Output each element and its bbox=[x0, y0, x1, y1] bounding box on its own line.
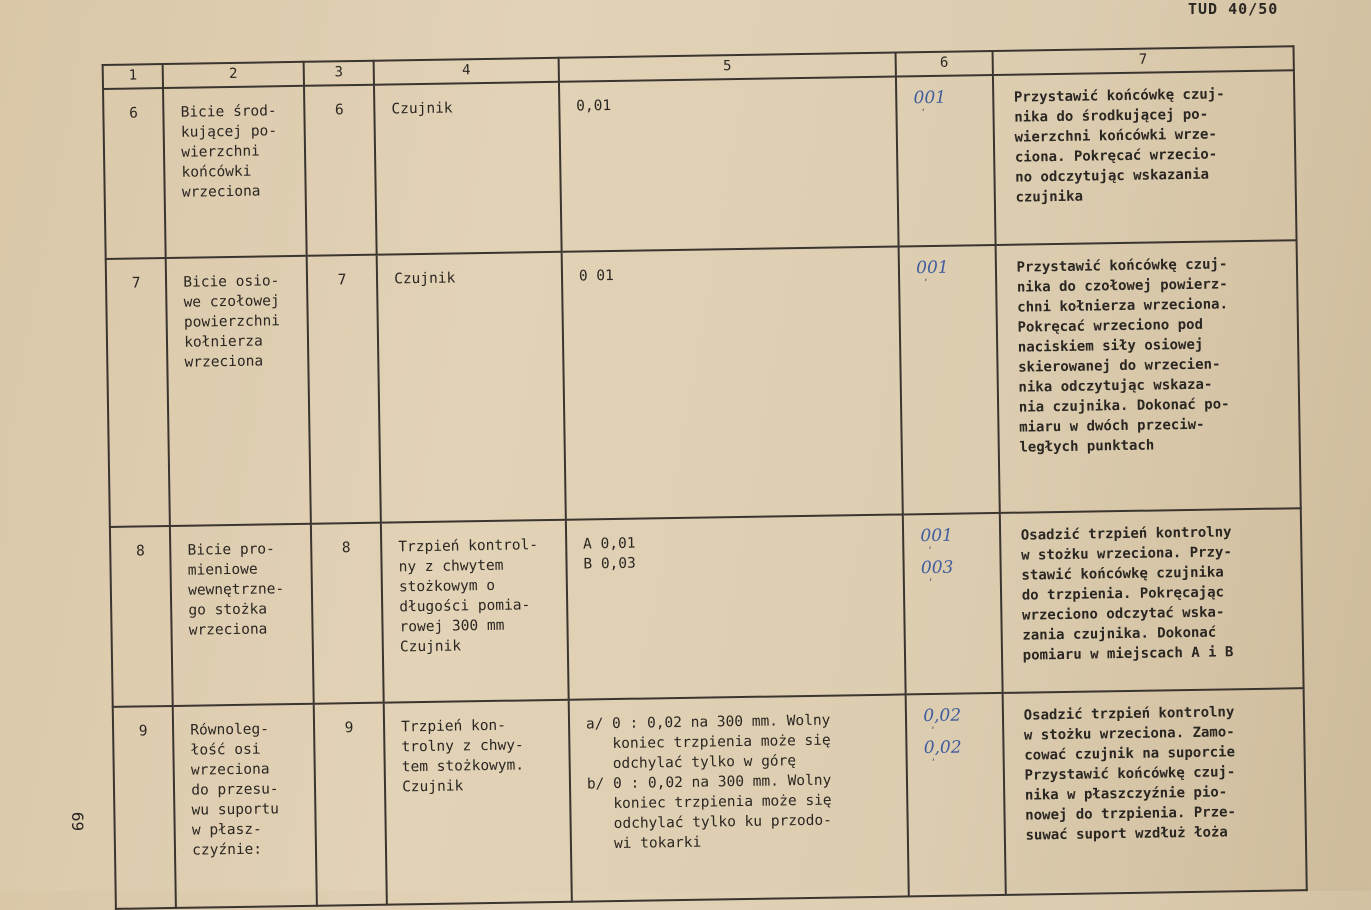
check-description-line: końcówki bbox=[181, 163, 252, 181]
measured-value bbox=[903, 513, 1002, 694]
check-description-line: wierzchni bbox=[181, 143, 260, 161]
procedure-instructions bbox=[1002, 688, 1306, 895]
procedure-instructions-line: Przystawić końcówkę czuj- bbox=[1016, 256, 1228, 276]
procedure-instructions-line: skierowanej do wrzecien- bbox=[1018, 356, 1221, 376]
measured-value bbox=[899, 245, 1000, 514]
figure-number: 8 bbox=[311, 523, 384, 704]
figure-number: 7 bbox=[306, 255, 380, 524]
procedure-instructions-line: ległych punktach bbox=[1019, 437, 1155, 456]
measured-value-line: 0,02 bbox=[923, 705, 962, 727]
check-description-line: we czołowej bbox=[183, 293, 280, 311]
procedure-instructions-line: stawić końcówkę czujnika bbox=[1021, 564, 1224, 584]
table-body bbox=[103, 70, 1307, 909]
tolerance-value bbox=[559, 77, 899, 252]
procedure-instructions-line: Przystawić końcówkę czuj- bbox=[1013, 86, 1225, 106]
measured-value bbox=[896, 75, 995, 246]
procedure-instructions-line: nowej do trzpienia. Prze- bbox=[1025, 804, 1237, 824]
pencil-tick-mark: ˈ bbox=[931, 725, 935, 738]
procedure-instructions-line: no odczytując wskazania bbox=[1015, 166, 1210, 186]
procedure-instructions-line: nika w płaszczyźnie pio- bbox=[1024, 784, 1228, 804]
column-header: 3 bbox=[303, 61, 374, 86]
procedure-instructions-line: do trzpienia. Pokręcając bbox=[1021, 584, 1225, 604]
tolerance-value-line: a/ 0 : 0,02 na 300 mm. Wolny bbox=[585, 712, 831, 733]
check-description-line: kołnierza bbox=[184, 333, 263, 351]
check-description-line: Bicie osio- bbox=[183, 273, 280, 291]
column-header: 5 bbox=[558, 53, 896, 82]
tolerance-value bbox=[566, 514, 906, 699]
check-description bbox=[163, 86, 306, 258]
check-description-line: Równoleg- bbox=[190, 721, 270, 739]
measuring-tools bbox=[381, 520, 569, 703]
tolerance-value bbox=[569, 694, 910, 901]
check-description-line: łość osi bbox=[190, 741, 261, 759]
measuring-tools bbox=[384, 700, 572, 905]
inspection-table-sheet bbox=[101, 5, 1324, 859]
pencil-tick-mark: ˈ bbox=[929, 578, 933, 590]
measuring-tools-line: Czujnik bbox=[402, 778, 464, 796]
procedure-instructions bbox=[993, 70, 1297, 245]
check-description bbox=[166, 256, 311, 526]
check-description-line: powierzchni bbox=[183, 313, 281, 331]
pencil-tick-mark: ˈ bbox=[928, 546, 932, 558]
measured-value-line: 001 bbox=[920, 525, 954, 547]
pencil-tick-mark: ˈ bbox=[924, 278, 928, 290]
check-description-line: wrzeciona bbox=[184, 353, 264, 371]
table-row bbox=[106, 240, 1301, 527]
pencil-tick-mark: ˈ bbox=[921, 108, 925, 120]
table-row bbox=[103, 70, 1297, 259]
tolerance-value-line: wi tokarki bbox=[587, 834, 702, 853]
procedure-instructions bbox=[999, 508, 1303, 693]
row-number: 9 bbox=[113, 706, 176, 909]
procedure-instructions-line: pomiaru w miejscach A i B bbox=[1022, 644, 1234, 664]
check-description bbox=[170, 524, 313, 706]
procedure-instructions-line: cować czujnik na suporcie bbox=[1024, 744, 1236, 764]
measuring-tools-line: ny z chwytem bbox=[398, 557, 504, 576]
column-header: 1 bbox=[103, 64, 164, 89]
check-description-line: wu suportu bbox=[191, 801, 280, 819]
procedure-instructions-line: czujnika bbox=[1015, 188, 1084, 206]
measuring-tools bbox=[377, 252, 566, 523]
procedure-instructions-line: chni kołnierza wrzeciona. bbox=[1017, 296, 1229, 316]
tolerance-value-line: A 0,01 bbox=[582, 535, 636, 553]
figure-number: 6 bbox=[304, 85, 377, 256]
check-description bbox=[173, 704, 317, 908]
measuring-tools-line: Trzpień kon- bbox=[401, 717, 507, 736]
pencil-tick-mark: ˈ bbox=[931, 757, 935, 770]
tolerance-value-line: B 0,03 bbox=[583, 555, 636, 573]
check-description-line: wrzeciona bbox=[190, 761, 270, 779]
measured-value-line: 001 bbox=[916, 257, 949, 279]
table-row bbox=[113, 688, 1307, 909]
measuring-tools-line: stożkowym o bbox=[398, 577, 496, 596]
check-description-line: kującej po- bbox=[180, 123, 278, 141]
check-description-line: wewnętrzne- bbox=[188, 581, 285, 599]
procedure-instructions-line: wrzeciono odczytać wska- bbox=[1021, 604, 1225, 624]
tolerance-value-line: b/ 0 : 0,02 na 300 mm. Wolny bbox=[586, 772, 832, 793]
column-header: 7 bbox=[992, 46, 1294, 75]
check-description-line: go stożka bbox=[188, 601, 268, 619]
procedure-instructions-line: ciona. Pokręcać wrzecio- bbox=[1014, 146, 1218, 166]
measuring-tools-line: trolny z chwy- bbox=[401, 737, 524, 756]
procedure-instructions-line: zania czujnika. Dokonać bbox=[1022, 624, 1217, 644]
procedure-instructions-line: miaru w dwóch przeciw- bbox=[1018, 416, 1205, 436]
row-number: 6 bbox=[103, 88, 166, 259]
measuring-tools-line: Czujnik bbox=[394, 270, 456, 288]
procedure-instructions-line: Osadzić trzpień kontrolny bbox=[1020, 524, 1232, 544]
measuring-tools-line: rowej 300 mm bbox=[399, 617, 505, 636]
column-header: 6 bbox=[896, 51, 993, 77]
page-number: 69 bbox=[68, 811, 88, 832]
procedure-instructions-line: naciskiem siły osiowej bbox=[1017, 336, 1204, 356]
procedure-instructions-line: nika do środkującej po- bbox=[1014, 106, 1209, 126]
check-description-line: wrzeciona bbox=[181, 183, 261, 201]
procedure-instructions-line: Przystawić końcówkę czuj- bbox=[1024, 764, 1236, 784]
measuring-tools bbox=[374, 82, 561, 255]
row-number: 7 bbox=[106, 258, 170, 527]
procedure-instructions-line: nika do czołowej powierz- bbox=[1016, 276, 1228, 296]
check-description-line: do przesu- bbox=[191, 781, 279, 799]
procedure-instructions-line: nia czujnika. Dokonać po- bbox=[1018, 396, 1230, 416]
tolerance-value-line: odchylać tylko ku przodo- bbox=[587, 812, 833, 833]
measuring-tools-line: Czujnik bbox=[399, 638, 462, 656]
measured-value-line: 003 bbox=[920, 557, 954, 579]
measured-value-line: 001 bbox=[913, 87, 947, 109]
procedure-instructions bbox=[995, 240, 1301, 513]
check-description-line: czyźnie: bbox=[192, 841, 263, 859]
measuring-tools-line: tem stożkowym. bbox=[401, 757, 525, 776]
procedure-instructions-line: w stożku wrzeciona. Zamo- bbox=[1023, 724, 1235, 744]
tolerance-value-line: odchylać tylko w górę bbox=[586, 753, 797, 773]
procedure-instructions-line: suwać suport wzdłuż łoża bbox=[1025, 824, 1228, 844]
check-description-line: Bicie środ- bbox=[180, 103, 277, 121]
procedure-instructions-line: Pokręcać wrzeciono pod bbox=[1017, 316, 1204, 336]
check-description-line: w płasz- bbox=[191, 821, 262, 839]
tolerance-value-line: koniec trzpienia może się bbox=[586, 732, 831, 753]
figure-number: 9 bbox=[314, 703, 387, 906]
check-description-line: wrzeciona bbox=[188, 621, 268, 639]
column-header: 2 bbox=[163, 62, 304, 88]
procedure-instructions-line: nika odczytując wskaza- bbox=[1018, 376, 1213, 396]
page-header: TUD 40/50 bbox=[1188, 0, 1279, 18]
tolerance-value bbox=[562, 246, 904, 519]
check-description-line: mieniowe bbox=[187, 561, 258, 579]
procedure-instructions-line: Osadzić trzpień kontrolny bbox=[1023, 704, 1235, 724]
measuring-tools-line: Trzpień kontrol- bbox=[398, 537, 539, 556]
check-description-line: Bicie pro- bbox=[187, 541, 275, 559]
table-row bbox=[110, 508, 1304, 707]
inspection-table bbox=[102, 45, 1308, 910]
measured-value-line: 0,02 bbox=[923, 737, 962, 759]
measuring-tools-line: długości pomia- bbox=[399, 597, 531, 616]
procedure-instructions-line: wierzchni końcówki wrze- bbox=[1014, 126, 1217, 146]
row-number: 8 bbox=[110, 526, 173, 707]
measured-value bbox=[906, 693, 1006, 896]
column-header: 4 bbox=[374, 58, 559, 85]
tolerance-value-line: koniec trzpienia może się bbox=[587, 792, 832, 813]
tolerance-value-line: 0 01 bbox=[578, 267, 614, 285]
measuring-tools-line: Czujnik bbox=[391, 100, 453, 118]
procedure-instructions-line: w stożku wrzeciona. Przy- bbox=[1021, 544, 1232, 564]
tolerance-value-line: 0,01 bbox=[576, 97, 612, 115]
